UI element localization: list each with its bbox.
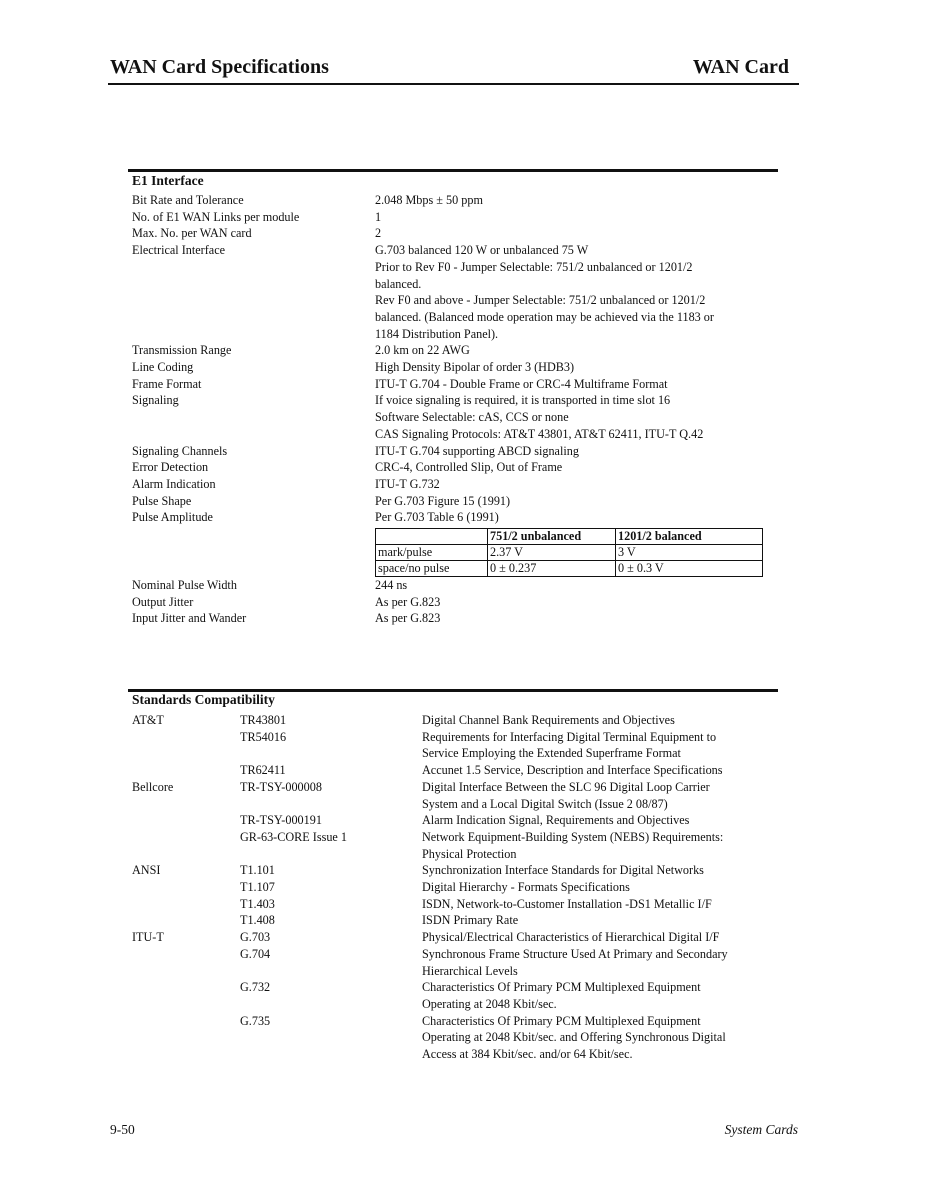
spec-value	[375, 476, 772, 493]
standard-description	[422, 896, 772, 913]
standard-description-line: Digital Interface Between the SLC 96 Digital Loop Carrier	[422, 779, 710, 794]
standard-description-line: Synchronization Interface Standards for Digital Networks	[422, 863, 704, 878]
standard-code: GR-63-CORE Issue 1	[240, 829, 347, 844]
standard-row	[132, 929, 772, 946]
spec-value	[375, 493, 772, 510]
standard-org	[132, 762, 240, 779]
standard-row	[132, 779, 772, 812]
standard-row	[132, 896, 772, 913]
standard-row	[132, 762, 772, 779]
pulse-table-header-cell	[376, 529, 488, 545]
standard-description-line: ISDN, Network-to-Customer Installation -DS1 Metallic I/F	[422, 896, 712, 911]
spec-label: Pulse Amplitude	[132, 510, 213, 525]
standard-description-line: Synchronous Frame Structure Used At Primary and Secondary	[422, 946, 728, 961]
standard-code: T1.107	[240, 880, 275, 895]
spec-value-line: G.703 balanced 120 W or unbalanced 75 W	[375, 243, 589, 258]
spec-row	[132, 459, 772, 476]
pulse-table-cell: space/no pulse	[376, 561, 488, 577]
pulse-table-header-cell: 1201/2 balanced	[616, 529, 763, 545]
spec-label: Signaling Channels	[132, 443, 228, 458]
pulse-table-cell: 2.37 V	[488, 545, 616, 561]
spec-label: Error Detection	[132, 460, 209, 475]
spec-label: Pulse Shape	[132, 493, 192, 508]
standard-row	[132, 879, 772, 896]
spec-row	[132, 359, 772, 376]
spec-row	[132, 376, 772, 393]
standard-org	[132, 896, 240, 913]
pulse-table-row	[132, 526, 772, 577]
spec-value-line: As per G.823	[375, 611, 441, 626]
standard-org: ANSI	[132, 863, 161, 878]
pulse-table-cell: 0 ± 0.3 V	[616, 561, 763, 577]
spec-value-line: ITU-T G.704 - Double Frame or CRC-4 Multiframe Format	[375, 376, 668, 391]
spec-label: Transmission Range	[132, 343, 232, 358]
spec-label: Max. No. per WAN card	[132, 226, 252, 241]
standard-code: T1.403	[240, 896, 275, 911]
spec-value	[375, 359, 772, 376]
standard-row	[132, 979, 772, 1012]
standard-description-line: Characteristics Of Primary PCM Multiplexed Equipment	[422, 980, 701, 995]
spec-value-line: Per G.703 Figure 15 (1991)	[375, 493, 511, 508]
standard-org: AT&T	[132, 713, 164, 727]
standard-description-line: Digital Hierarchy - Formats Specifications	[422, 880, 630, 895]
page-header-title: WAN Card Specifications	[110, 56, 329, 78]
standard-code: G.704	[240, 946, 271, 961]
spec-label: Line Coding	[132, 360, 194, 375]
standard-description-line: Hierarchical Levels	[422, 963, 518, 978]
spec-row	[132, 509, 772, 526]
page-number: 9-50	[110, 1122, 135, 1137]
standard-description	[422, 812, 772, 829]
spec-value	[375, 209, 772, 226]
standard-description	[422, 979, 772, 1012]
pulse-amplitude-table	[375, 528, 763, 577]
standard-org	[132, 946, 240, 979]
standard-description	[422, 1013, 772, 1063]
spec-value	[375, 509, 772, 526]
standard-description	[422, 779, 772, 812]
pulse-table-header-cell: 751/2 unbalanced	[488, 529, 616, 545]
standard-description-line: Access at 384 Kbit/sec. and/or 64 Kbit/sec.	[422, 1047, 633, 1062]
standard-org	[132, 829, 240, 862]
spec-row	[132, 594, 772, 611]
spec-value-line: 2.0 km on 22 AWG	[375, 343, 470, 358]
spec-value-line: Prior to Rev F0 - Jumper Selectable: 751/2 unbalanced or 1201/2	[375, 259, 693, 274]
page-header-section: WAN Card	[692, 56, 789, 78]
standards-section-title: Standards Compatibility	[132, 692, 275, 707]
spec-value	[375, 242, 772, 342]
spec-value-line: 2	[375, 226, 382, 241]
standard-org	[132, 729, 240, 762]
standard-code: TR43801	[240, 713, 287, 727]
standard-org	[132, 912, 240, 929]
standard-description-line: Operating at 2048 Kbit/sec. and Offering Synchronous Digital	[422, 1030, 726, 1045]
standard-description	[422, 762, 772, 779]
spec-row	[132, 342, 772, 359]
spec-label: Input Jitter and Wander	[132, 611, 247, 626]
standard-description-line: Network Equipment-Building System (NEBS) Requirements:	[422, 829, 724, 844]
standard-description	[422, 912, 772, 929]
spec-value	[375, 376, 772, 393]
standard-description-line: Characteristics Of Primary PCM Multiplexed Equipment	[422, 1013, 701, 1028]
spec-value-line: 1	[375, 209, 382, 224]
spec-row	[132, 209, 772, 226]
standard-description	[422, 929, 772, 946]
spec-row	[132, 242, 772, 342]
standard-row	[132, 729, 772, 762]
spec-label: Frame Format	[132, 376, 202, 391]
spec-value	[375, 577, 772, 594]
spec-value-line: 244 ns	[375, 578, 408, 593]
standard-row	[132, 712, 772, 729]
spec-row	[132, 577, 772, 594]
spec-label: Electrical Interface	[132, 243, 226, 258]
spec-value-line: CRC-4, Controlled Slip, Out of Frame	[375, 460, 563, 475]
standard-description	[422, 862, 772, 879]
spec-value-line: As per G.823	[375, 594, 441, 609]
pulse-table-cell: 3 V	[616, 545, 763, 561]
standard-description-line: Physical/Electrical Characteristics of Hierarchical Digital I/F	[422, 930, 720, 945]
standard-org	[132, 1013, 240, 1063]
spec-value	[375, 225, 772, 242]
standard-description-line: System and a Local Digital Switch (Issue 2 08/87)	[422, 796, 668, 811]
spec-value-line: balanced. (Balanced mode operation may be achieved via the 1183 or	[375, 309, 714, 324]
standard-code: TR62411	[240, 763, 286, 778]
standard-description	[422, 712, 772, 729]
standard-description-line: Digital Channel Bank Requirements and Objectives	[422, 713, 675, 727]
spec-label: Alarm Indication	[132, 476, 216, 491]
standard-code: T1.101	[240, 863, 275, 878]
e1-spec-list	[132, 192, 772, 627]
spec-value-line: If voice signaling is required, it is transported in time slot 16	[375, 393, 671, 408]
standard-code: G.732	[240, 980, 271, 995]
standard-description-line: Service Employing the Extended Superframe Format	[422, 746, 681, 761]
spec-row	[132, 476, 772, 493]
standard-code: TR-TSY-000008	[240, 779, 322, 794]
spec-row	[132, 610, 772, 627]
e1-section-title: E1 Interface	[132, 173, 204, 188]
header-rule	[108, 83, 799, 85]
spec-row	[132, 443, 772, 460]
spec-row	[132, 225, 772, 242]
pulse-table-header	[376, 529, 763, 545]
standard-description	[422, 729, 772, 762]
footer-section: System Cards	[724, 1122, 798, 1137]
spec-value-line: Rev F0 and above - Jumper Selectable: 751/2 unbalanced or 1201/2	[375, 293, 706, 308]
spec-value-line: balanced.	[375, 276, 422, 291]
standard-org	[132, 979, 240, 1012]
spec-label: Nominal Pulse Width	[132, 578, 237, 593]
spec-value-line: Per G.703 Table 6 (1991)	[375, 510, 499, 525]
standard-org	[132, 879, 240, 896]
standards-list	[132, 712, 772, 1063]
spec-value	[375, 594, 772, 611]
spec-value-line: ITU-T G.704 supporting ABCD signaling	[375, 443, 579, 458]
standard-row	[132, 946, 772, 979]
spec-value	[375, 443, 772, 460]
standard-description	[422, 946, 772, 979]
e1-section-rule	[128, 169, 778, 172]
spec-label: No. of E1 WAN Links per module	[132, 209, 300, 224]
pulse-table-row	[376, 561, 763, 577]
spec-value	[375, 459, 772, 476]
standard-org	[132, 812, 240, 829]
e1-spec-rows-b	[132, 577, 772, 627]
spec-row	[132, 192, 772, 209]
spec-value	[375, 392, 772, 442]
standard-code: TR-TSY-000191	[240, 813, 322, 828]
standard-description-line: Physical Protection	[422, 846, 517, 861]
standard-row	[132, 912, 772, 929]
standard-description-line: Alarm Indication Signal, Requirements and Objectives	[422, 813, 690, 828]
standard-description-line: Accunet 1.5 Service, Description and Interface Specifications	[422, 763, 723, 778]
spec-value	[375, 610, 772, 627]
spec-value-line: 1184 Distribution Panel).	[375, 326, 499, 341]
standard-row	[132, 1013, 772, 1063]
pulse-table-row	[376, 545, 763, 561]
standard-row	[132, 862, 772, 879]
standard-description	[422, 829, 772, 862]
standard-code: TR54016	[240, 729, 287, 744]
pulse-table-cell: 0 ± 0.237	[488, 561, 616, 577]
standard-description-line: Requirements for Interfacing Digital Terminal Equipment to	[422, 729, 717, 744]
standard-org: Bellcore	[132, 779, 174, 794]
spec-value-line: 2.048 Mbps ± 50 ppm	[375, 193, 483, 207]
spec-value-line: CAS Signaling Protocols: AT&T 43801, AT&T 62411, ITU-T Q.42	[375, 426, 704, 441]
standard-code: G.703	[240, 930, 271, 945]
standard-description	[422, 879, 772, 896]
spec-value-line: High Density Bipolar of order 3 (HDB3)	[375, 360, 575, 375]
e1-spec-rows-a	[132, 192, 772, 526]
spec-label: Bit Rate and Tolerance	[132, 193, 244, 207]
spec-row	[132, 493, 772, 510]
pulse-table-cell: mark/pulse	[376, 545, 488, 561]
standard-description-line: Operating at 2048 Kbit/sec.	[422, 996, 557, 1011]
standard-row	[132, 812, 772, 829]
standard-code: G.735	[240, 1013, 271, 1028]
spec-value	[375, 342, 772, 359]
standard-org: ITU-T	[132, 930, 164, 945]
spec-value	[375, 192, 772, 209]
spec-value-line: ITU-T G.732	[375, 476, 440, 491]
spec-row	[132, 392, 772, 442]
standard-code: T1.408	[240, 913, 275, 928]
spec-label: Output Jitter	[132, 594, 194, 609]
standard-description-line: ISDN Primary Rate	[422, 913, 519, 928]
standard-row	[132, 829, 772, 862]
spec-label: Signaling	[132, 393, 179, 408]
spec-value-line: Software Selectable: cAS, CCS or none	[375, 410, 569, 425]
